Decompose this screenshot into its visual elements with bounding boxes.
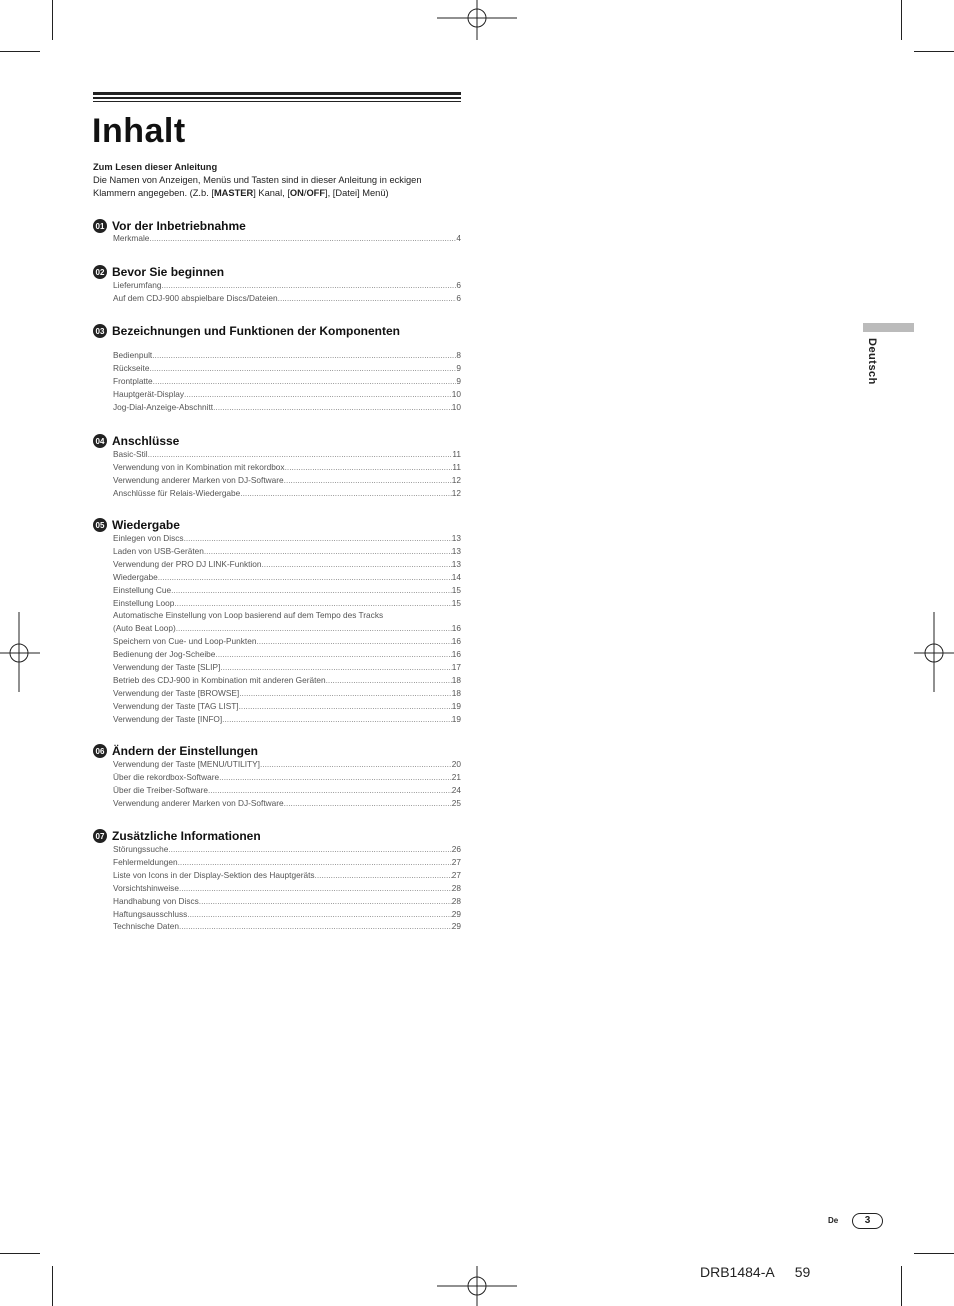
header-rule (93, 101, 461, 102)
intro-bold-off: OFF (306, 188, 326, 198)
entry-page: 28 (451, 895, 461, 906)
toc-entry[interactable] (113, 758, 461, 771)
chapter-badge: 02 (93, 265, 107, 279)
toc-section-02 (93, 264, 461, 305)
entry-text: Liste von Icons in der Display-Sektion des Hauptgeräts (113, 869, 315, 880)
toc-entry[interactable] (113, 558, 461, 571)
entry-text: Verwendung von in Kombination mit rekordbox (113, 461, 285, 472)
toc-entry[interactable] (113, 771, 461, 784)
intro-heading: Zum Lesen dieser Anleitung (93, 162, 218, 172)
entry-page: 8 (456, 350, 461, 360)
leader-dots (240, 487, 451, 500)
leader-dots (213, 401, 452, 414)
language-tab-label: Deutsch (866, 338, 878, 385)
entry-text: Frontplatte (113, 375, 153, 386)
registration-mark-top (437, 0, 517, 40)
leader-dots (158, 571, 452, 584)
entry-text: Verwendung der Taste [BROWSE] (113, 687, 240, 698)
entry-text: Fehlermeldungen (113, 856, 178, 867)
entry-page: 19 (451, 700, 461, 711)
leader-dots (152, 349, 456, 362)
toc-entry[interactable] (113, 713, 461, 726)
chapter-badge: 03 (93, 324, 107, 338)
toc-entry[interactable] (113, 292, 461, 305)
entry-page: 16 (451, 623, 461, 634)
toc-entry[interactable] (113, 487, 461, 500)
crop-mark (901, 0, 902, 40)
toc-entry[interactable] (113, 895, 461, 908)
entry-text: Verwendung anderer Marken von DJ-Software (113, 797, 284, 808)
entry-text: Anschlüsse für Relais-Wiedergabe (113, 487, 241, 498)
entry-page: 11 (452, 449, 461, 459)
section-heading (93, 264, 461, 280)
entry-page: 18 (451, 674, 461, 685)
toc-entry[interactable] (113, 375, 461, 388)
header-rule (93, 97, 461, 99)
entry-page: 6 (456, 280, 461, 290)
registration-mark-left (0, 612, 40, 692)
language-tab-bar (863, 323, 914, 332)
entry-page: 26 (451, 844, 461, 854)
toc-entry[interactable] (113, 401, 461, 414)
intro-text-part: / (303, 188, 307, 198)
section-heading (93, 323, 461, 339)
entry-page: 16 (451, 649, 461, 660)
page-number: 3 (852, 1213, 883, 1229)
crop-mark (52, 1266, 53, 1306)
leader-dots (260, 758, 452, 771)
entry-page: 9 (456, 375, 461, 386)
entry-page: 13 (451, 545, 461, 556)
toc-entry[interactable] (113, 635, 461, 648)
toc-entry[interactable] (113, 349, 461, 362)
toc-entry[interactable] (113, 908, 461, 921)
leader-dots (168, 843, 451, 856)
chapter-badge: 04 (93, 434, 107, 448)
leader-dots (149, 362, 456, 375)
entry-text: Einstellung Cue (113, 584, 172, 595)
entry-page: 25 (451, 797, 461, 808)
leader-dots (284, 797, 452, 810)
entry-text: Auf dem CDJ-900 abspielbare Discs/Dateien (113, 292, 278, 303)
toc-entry[interactable] (113, 232, 461, 245)
registration-mark-bottom (437, 1266, 517, 1306)
leader-dots (149, 232, 456, 245)
toc-section-03 (93, 323, 461, 414)
toc-section-04 (93, 433, 461, 500)
intro-text-part: Klammern angegeben. (Z.b. [ (93, 188, 214, 198)
entry-page: 10 (451, 401, 461, 412)
intro-text (93, 187, 463, 200)
entry-text: Verwendung der Taste [TAG LIST] (113, 700, 239, 711)
crop-mark (901, 1266, 902, 1306)
toc-entry[interactable] (113, 584, 461, 597)
entry-page: 13 (451, 558, 461, 569)
toc-section-07 (93, 828, 461, 933)
entry-text: Hauptgerät-Display (113, 388, 185, 399)
entry-text: Verwendung der Taste [SLIP] (113, 662, 221, 673)
page-title: Inhalt (92, 112, 186, 150)
toc-entry[interactable] (113, 545, 461, 558)
entry-page: 19 (451, 713, 461, 724)
toc-entry[interactable] (113, 622, 461, 635)
document-code: DRB1484-A (700, 1264, 775, 1280)
leader-dots (153, 375, 457, 388)
entry-text: Verwendung der Taste [INFO] (113, 713, 223, 724)
intro-block (93, 161, 463, 200)
section-title[interactable]: Bezeichnungen und Funktionen der Komponenten (112, 324, 400, 338)
entry-page: 15 (451, 584, 461, 595)
toc-section-05 (93, 517, 461, 726)
leader-dots (178, 856, 452, 869)
print-footer (700, 1264, 830, 1280)
toc-entry[interactable] (113, 856, 461, 869)
entry-text: Technische Daten (113, 921, 179, 932)
entry-text: Vorsichtshinweise (113, 882, 179, 893)
toc-entry[interactable] (113, 843, 461, 856)
section-title[interactable]: Vor der Inbetriebnahme (112, 219, 246, 233)
leader-dots (184, 532, 452, 545)
entry-page: 10 (451, 388, 461, 399)
section-heading (93, 517, 461, 533)
sheet-number: 59 (794, 1264, 811, 1280)
entry-text: Rückseite (113, 362, 150, 373)
leader-dots (220, 661, 451, 674)
entry-page: 11 (452, 461, 461, 472)
toc-entry[interactable] (113, 869, 461, 882)
entry-page: 14 (451, 571, 461, 582)
entry-page: 6 (456, 292, 461, 303)
entry-page: 29 (451, 921, 461, 932)
toc-entry[interactable] (113, 674, 461, 687)
toc-entry[interactable] (113, 571, 461, 584)
leader-dots (208, 784, 452, 797)
intro-bold-on: ON (289, 188, 304, 198)
section-title[interactable]: Wiedergabe (112, 518, 180, 532)
toc-entry[interactable] (113, 597, 461, 610)
toc-entry[interactable] (113, 279, 461, 292)
entry-page: 29 (451, 908, 461, 919)
entry-page: 28 (451, 882, 461, 893)
toc-entry[interactable] (113, 362, 461, 375)
leader-dots (179, 882, 452, 895)
toc-entry[interactable] (113, 882, 461, 895)
entry-page: 20 (451, 759, 461, 769)
entry-text: Störungssuche (113, 844, 169, 854)
entry-text: Bedienung der Jog-Scheibe (113, 649, 216, 660)
section-heading (93, 828, 461, 844)
toc-entry[interactable] (113, 388, 461, 401)
toc-section-06 (93, 743, 461, 810)
leader-dots (222, 713, 452, 726)
leader-dots (161, 279, 456, 292)
toc-entry[interactable] (113, 648, 461, 661)
leader-dots (239, 700, 452, 713)
entry-page: 12 (451, 487, 461, 498)
toc-entry[interactable] (113, 784, 461, 797)
crop-mark (914, 51, 954, 52)
leader-dots (239, 687, 452, 700)
toc-entry[interactable] (113, 920, 461, 933)
crop-mark (0, 1253, 40, 1254)
section-title[interactable]: Zusätzliche Informationen (112, 829, 261, 843)
entry-page: 4 (456, 233, 461, 243)
entry-text: Speichern von Cue- und Loop-Punkten (113, 636, 257, 647)
leader-dots (278, 292, 457, 305)
section-title[interactable]: Ändern der Einstellungen (112, 744, 259, 758)
leader-dots (383, 609, 461, 622)
entry-text: Handhabung von Discs (113, 895, 199, 906)
section-title[interactable]: Bevor Sie beginnen (112, 265, 225, 279)
intro-bold-master: MASTER (213, 188, 254, 198)
entry-text: Über die Treiber-Software (113, 784, 208, 795)
chapter-badge: 01 (93, 219, 107, 233)
entry-text: Einstellung Loop (113, 597, 175, 608)
leader-dots (148, 448, 453, 461)
header-rule (93, 92, 461, 95)
toc-entry[interactable] (113, 797, 461, 810)
leader-dots (184, 388, 452, 401)
leader-dots (215, 648, 451, 661)
toc-entry[interactable] (113, 448, 461, 461)
intro-text-part: ], [Datei] Menü) (325, 188, 389, 198)
leader-dots (285, 461, 453, 474)
entry-text: Automatische Einstellung von Loop basierend auf dem Tempo des Tracks (113, 610, 384, 621)
leader-dots (176, 622, 452, 635)
chapter-badge: 07 (93, 829, 107, 843)
section-heading (93, 743, 461, 759)
entry-page: 24 (451, 784, 461, 795)
toc-entry[interactable] (113, 461, 461, 474)
leader-dots (219, 771, 452, 784)
entry-page: 27 (451, 856, 461, 867)
leader-dots (204, 545, 452, 558)
entry-text: Laden von USB-Geräten (113, 545, 204, 556)
entry-page: 21 (451, 771, 461, 782)
leader-dots (187, 908, 452, 921)
section-title[interactable]: Anschlüsse (112, 434, 180, 448)
toc-entry[interactable] (113, 474, 461, 487)
entry-page: 13 (451, 533, 461, 543)
intro-text: Die Namen von Anzeigen, Menüs und Tasten sind in dieser Anleitung in eckigen (93, 175, 422, 185)
toc-entry[interactable] (113, 687, 461, 700)
entry-text: (Auto Beat Loop) (113, 623, 176, 634)
entry-text: Einlegen von Discs (113, 533, 184, 543)
leader-dots (199, 895, 452, 908)
entry-text: Basic-Stil (113, 449, 148, 459)
intro-text-part: ] Kanal, [ (253, 188, 290, 198)
toc-entry[interactable] (113, 532, 461, 545)
entry-text: Haftungsausschluss (113, 908, 188, 919)
crop-mark (914, 1253, 954, 1254)
entry-text: Über die rekordbox-Software (113, 771, 220, 782)
entry-text: Jog-Dial-Anzeige-Abschnitt (113, 401, 214, 412)
page-language-code: De (828, 1216, 839, 1225)
leader-dots (315, 869, 452, 882)
leader-dots (174, 597, 451, 610)
entry-page: 16 (451, 636, 461, 647)
section-heading (93, 433, 461, 449)
crop-mark (52, 0, 53, 40)
entry-page: 18 (451, 687, 461, 698)
crop-mark (0, 51, 40, 52)
toc-entry[interactable] (113, 700, 461, 713)
toc-entry[interactable] (113, 609, 461, 622)
entry-page: 12 (451, 474, 461, 485)
leader-dots (179, 920, 452, 933)
leader-dots (262, 558, 452, 571)
leader-dots (256, 635, 451, 648)
toc-entry[interactable] (113, 661, 461, 674)
entry-text: Verwendung anderer Marken von DJ-Software (113, 474, 284, 485)
leader-dots (284, 474, 452, 487)
registration-mark-right (914, 612, 954, 692)
entry-text: Lieferumfang (113, 280, 162, 290)
chapter-badge: 06 (93, 744, 107, 758)
entry-text: Wiedergabe (113, 571, 158, 582)
entry-text: Merkmale (113, 233, 150, 243)
entry-text: Bedienpult (113, 350, 153, 360)
entry-page: 9 (456, 362, 461, 373)
entry-text: Verwendung der PRO DJ LINK-Funktion (113, 558, 262, 569)
entry-text: Betrieb des CDJ-900 in Kombination mit anderen Geräten (113, 674, 326, 685)
leader-dots (326, 674, 452, 687)
toc-section-01 (93, 218, 461, 245)
chapter-badge: 05 (93, 518, 107, 532)
entry-page: 27 (451, 869, 461, 880)
entry-page: 17 (451, 662, 461, 673)
entry-page: 15 (451, 597, 461, 608)
leader-dots (171, 584, 452, 597)
entry-text: Verwendung der Taste [MENU/UTILITY] (113, 759, 260, 769)
